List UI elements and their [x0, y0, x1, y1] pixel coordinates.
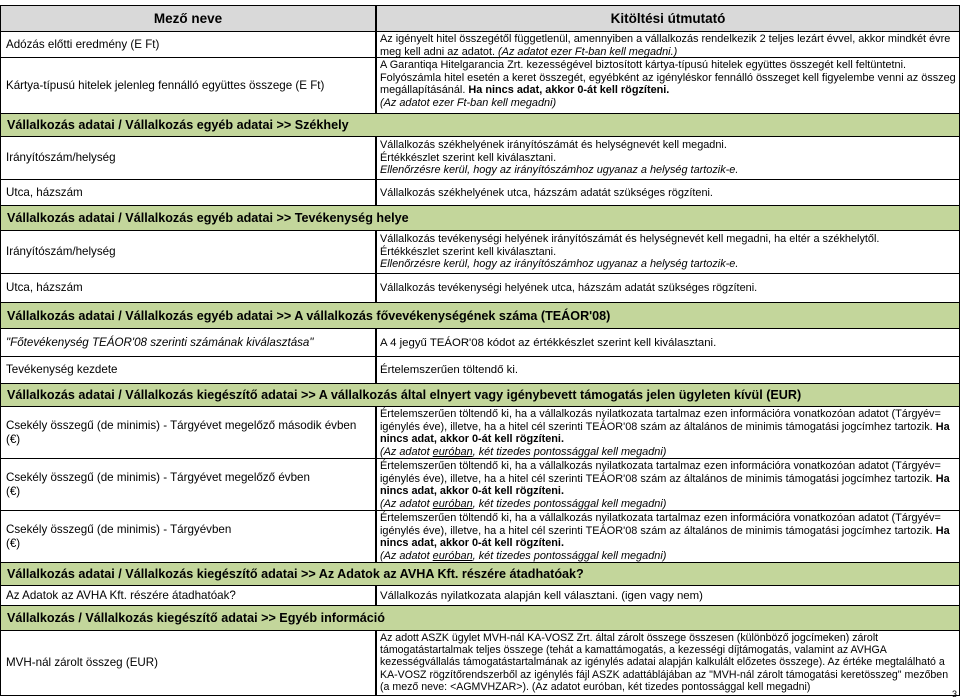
instruction-bold: Ha nincs adat, akkor 0-át kell rögzíteni. — [380, 472, 950, 498]
instruction-line: Vállalkozás tevékenységi helyének irányítószámát és helységnevét kell megadni, ha eltér a székhelytől. — [380, 233, 880, 245]
header-instructions: Kitöltési útmutató — [376, 5, 960, 32]
instruction-note: Ellenőrzésre kerül, hogy az irányítószámhoz ugyanaz a helység tartozik-e. — [380, 258, 739, 271]
field-label-activity-street: Utca, házszám — [0, 273, 376, 303]
field-label-deminimis-current — [0, 510, 376, 563]
instruction-note: (Az adatot euróban, két tizedes pontossággal kell megadni) — [380, 497, 667, 510]
instruction-line: Értékkészlet szerint kell kiválasztani. — [380, 245, 557, 258]
instruction-line: Értelemszerűen töltendő ki. — [380, 364, 519, 377]
field-label-mvh-locked: MVH-nál zárolt összeg (EUR) — [0, 630, 376, 696]
section-header-other-info: Vállalkozás / Vállalkozás kiegészítő adatai >> Egyéb információ — [0, 605, 960, 631]
instruction-line: Vállalkozás székhelyének irányítószámát és helységnevét kell megadni. — [380, 139, 727, 151]
instruction-bold: Ha nincs adat, akkor 0-át kell rögzíteni. — [465, 84, 670, 97]
section-header-main-activity: Vállalkozás adatai / Vállalkozás egyéb adatai >> A vállalkozás fővevékenységének száma (TEÁOR'08) — [0, 302, 960, 329]
instruction-line: Értékkészlet szerint kell kiválasztani. — [380, 151, 557, 164]
field-label-teaor-select: "Főtevékenység TEÁOR'08 szerinti számának kiválasztása" — [0, 328, 376, 357]
instruction-mvh-locked — [376, 630, 960, 696]
section-header-headquarters: Vállalkozás adatai / Vállalkozás egyéb adatai >> Székhely — [0, 113, 960, 137]
section-header-activity-place: Vállalkozás adatai / Vállalkozás egyéb adatai >> Tevékenység helye — [0, 205, 960, 231]
field-label-deminimis-1y — [0, 458, 376, 511]
field-label-activity-zip: Irányítószám/helység — [0, 230, 376, 274]
instruction-line: Vállalkozás székhelyének utca, házszám adatát szükséges rögzíteni. — [380, 186, 713, 199]
field-label-line: (€) — [6, 536, 21, 550]
instruction-line: Vállalkozás tevékenységi helyének utca, házszám adatát szükséges rögzíteni. — [380, 282, 758, 295]
field-label-line: (€) — [6, 432, 21, 446]
field-label-line: (€) — [6, 484, 21, 498]
instruction-note: (Az adatot euróban, két tizedes pontossággal kell megadni) — [380, 549, 667, 562]
field-label-line: Csekély összegű (de minimis) - Tárgyévet megelőző második évben — [6, 418, 357, 432]
instruction-deminimis-2y — [376, 406, 960, 459]
instruction-teaor-select — [376, 328, 960, 357]
instruction-deminimis-1y — [376, 458, 960, 511]
field-label-card-credits: Kártya-típusú hitelek jelenleg fennálló együttes összege (E Ft) — [0, 57, 376, 114]
instruction-activity-zip — [376, 230, 960, 274]
instruction-bold: Ha nincs adat, akkor 0-át kell rögzíteni. — [380, 420, 950, 446]
instruction-note: Ellenőrzésre kerül, hogy az irányítószámhoz ugyanaz a helység tartozik-e. — [380, 164, 739, 177]
instruction-line: A Garantiqa Hitelgarancia Zrt. kezességével biztosított kártya-típusú hitelek együttes összegét kell feltüntetni. — [380, 59, 907, 71]
field-label-line: Csekély összegű (de minimis) - Tárgyévet megelőző évben — [6, 470, 310, 484]
instruction-hq-street — [376, 179, 960, 206]
section-header-avha: Vállalkozás adatai / Vállalkozás kiegészítő adatai >> Az Adatok az AVHA Kft. részére átadhatóak? — [0, 562, 960, 586]
field-label-deminimis-2y — [0, 406, 376, 459]
instruction-note: (Az adatot ezer Ft-ban kell megadni.) — [495, 45, 678, 58]
field-label-hq-zip: Irányítószám/helység — [0, 136, 376, 180]
instruction-avha-transfer — [376, 585, 960, 606]
instruction-pretax-result — [376, 31, 960, 58]
instruction-line: Értelemszerűen töltendő ki, ha a vállalkozás nyilatkozata tartalmaz ezen információra vonatkozóan adatot (Tárgyév= igénylés éve), illetve, ha a hitel cél szerinti TEÁOR'08 szám az általános de minimis támogatási jogcímhez tartozik. Ha nincs adat, akkor 0-át kell rögzíteni. — [380, 512, 950, 550]
section-header-aid-received: Vállalkozás adatai / Vállalkozás kiegészítő adatai >> A vállalkozás által elnyert vagy igénybevett támogatás jelen ügyleten kívül (EUR) — [0, 383, 960, 407]
page-number: 3 — [951, 689, 957, 699]
field-label-line: Csekély összegű (de minimis) - Tárgyévben — [6, 522, 232, 536]
instruction-activity-start — [376, 356, 960, 384]
instruction-line: Folyószámla hitel esetén a keret összegét, egyébként az igényléskor fennálló összeget kell figyelembe venni az összeg megállapításánál. Ha nincs adat, akkor 0-át kell rögzíteni. — [380, 71, 956, 97]
instruction-line: Vállalkozás nyilatkozata alapján kell választani. (igen vagy nem) — [380, 589, 703, 602]
instruction-text: Az igényelt hitel összegétől függetlenül, amennyiben a vállalkozás rendelkezik 2 teljes lezárt évvel, akkor mindkét évre meg kell adni az adatot. — [380, 33, 951, 58]
instruction-card-credits — [376, 57, 960, 114]
field-label-avha-transfer: Az Adatok az AVHA Kft. részére átadhatóak? — [0, 585, 376, 606]
header-field-name: Mező neve — [0, 5, 376, 32]
instruction-deminimis-current — [376, 510, 960, 563]
instruction-line: Az adott ASZK ügylet MVH-nál KA-VOSZ Zrt. által zárolt összege összesen (különböző jogcímeken) zárolt támogatástartalmak teljes összege (tehát a kamattámogatás, a kezességi díjtámogatás, valamint az AVHGA kezességvállalás támogatástartalmának az igénylés adatai alapján kalkulált előzetes összege). Az értéke megtalálható a KA-VOSZ rögzítőrendszerből az igénylés fájl ASZK adattáblájában az "MVH-nál zárolt támogatási keretösszeg" mezőben (a mező neve: <AGMVHZAR>). (Az adatot euróban, két tizedes pontossággal kell megadni) — [380, 632, 949, 693]
instruction-hq-zip — [376, 136, 960, 180]
instruction-line: Értelemszerűen töltendő ki, ha a vállalkozás nyilatkozata tartalmaz ezen információra vonatkozóan adatot (Tárgyév= igénylés éve), illetve, ha a hitel cél szerinti TEÁOR'08 szám az általános de minimis támogatási jogcímhez tartozik. Ha nincs adat, akkor 0-át kell rögzíteni. — [380, 408, 950, 446]
instruction-bold: Ha nincs adat, akkor 0-át kell rögzíteni. — [380, 524, 950, 550]
instruction-note: (Az adatot euróban, két tizedes pontossággal kell megadni) — [380, 445, 667, 458]
field-label-pretax-result: Adózás előtti eredmény (E Ft) — [0, 31, 376, 58]
instruction-note: (Az adatot ezer Ft-ban kell megadni) — [380, 96, 557, 109]
instruction-line: Értelemszerűen töltendő ki, ha a vállalkozás nyilatkozata tartalmaz ezen információra vonatkozóan adatot (Tárgyév= igénylés éve), illetve, ha a hitel cél szerinti TEÁOR'08 szám az általános de minimis támogatási jogcímhez tartozik. Ha nincs adat, akkor 0-át kell rögzíteni. — [380, 460, 950, 498]
field-label-hq-street: Utca, házszám — [0, 179, 376, 206]
field-label-activity-start: Tevékenység kezdete — [0, 356, 376, 384]
instruction-line: A 4 jegyű TEÁOR'08 kódot az értékkészlet szerint kell kiválasztani. — [380, 336, 717, 349]
instruction-activity-street — [376, 273, 960, 303]
